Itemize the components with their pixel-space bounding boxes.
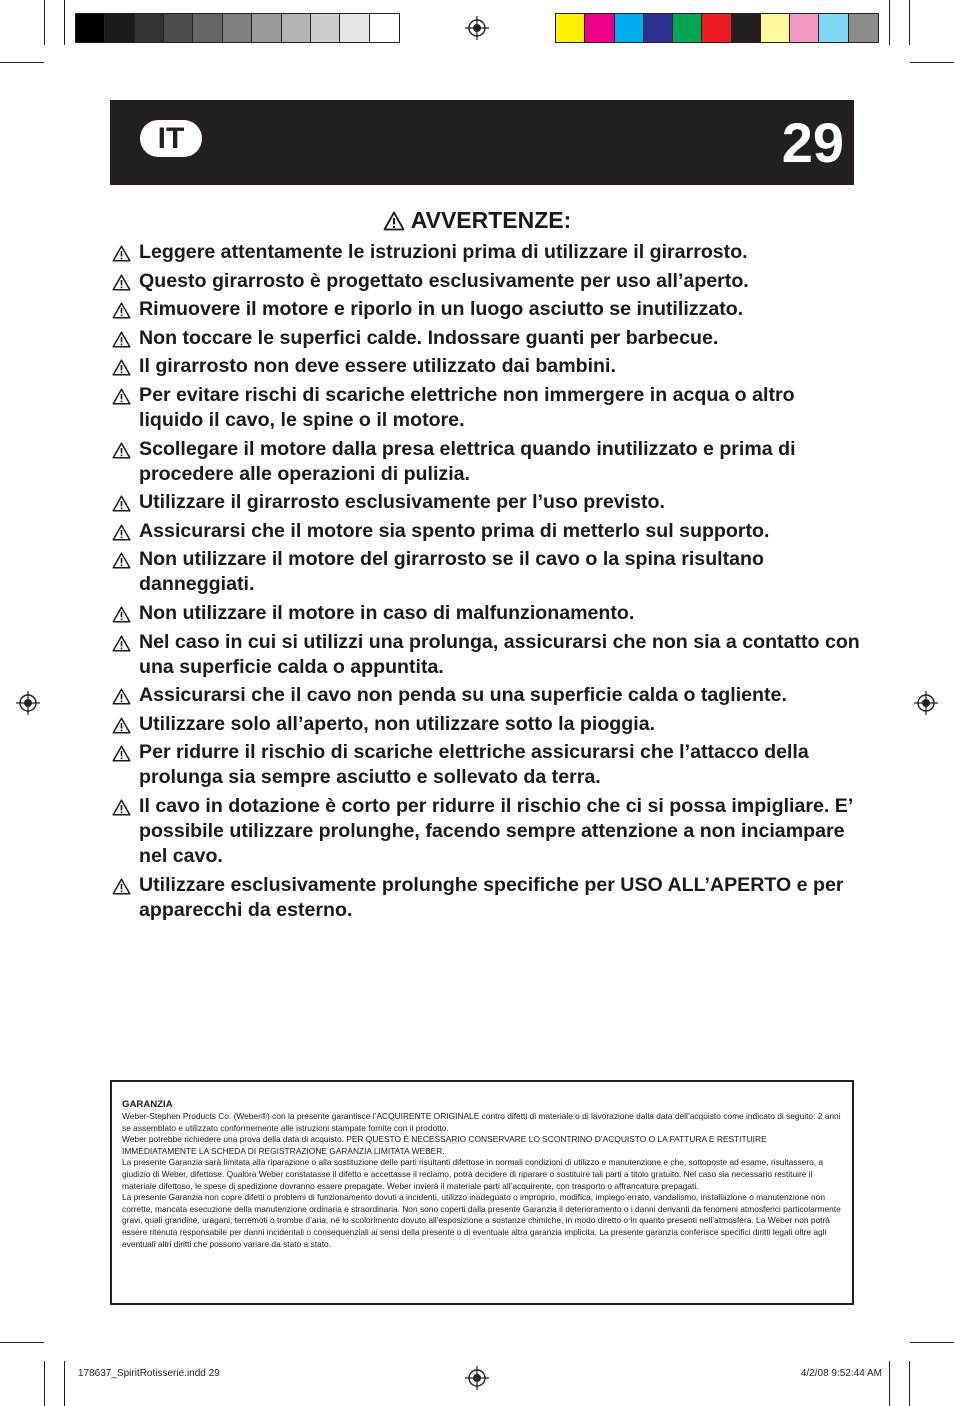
color-swatch [105, 14, 134, 42]
crop-mark [64, 1361, 65, 1406]
warning-text: Questo girarrosto è progettato esclusivamente per uso all’aperto. [139, 269, 749, 292]
footer-file-info: 178637_SpiritRotisserie.indd 29 [78, 1368, 220, 1379]
warning-text: Utilizzare solo all’aperto, non utilizzare sotto la pioggia. [139, 712, 656, 735]
warning-text: Il cavo in dotazione è corto per ridurre il rischio che ci si possa impigliare. E’ possibile utilizzare prolunghe, facendo sempre attenzione a non inciampare nel cavo. [139, 794, 853, 867]
warning-item [112, 873, 862, 923]
color-swatch [790, 14, 819, 42]
warning-item [112, 683, 862, 708]
warning-text: Non utilizzare il motore in caso di malfunzionamento. [139, 601, 635, 624]
warning-item [112, 354, 862, 379]
warning-triangle-icon [112, 635, 131, 652]
warning-text: Rimuovere il motore e riporlo in un luogo asciutto se inutilizzato. [139, 298, 744, 321]
page-header-band [110, 100, 854, 185]
crop-mark [0, 1342, 44, 1343]
warning-item [112, 630, 862, 680]
warning-text: Il girarrosto non deve essere utilizzato dai bambini. [139, 355, 616, 378]
warning-item [112, 740, 862, 790]
color-swatch [193, 14, 222, 42]
crop-mark [0, 62, 44, 63]
footer-timestamp: 4/2/08 9:52:44 AM [800, 1368, 882, 1379]
color-swatch [164, 14, 193, 42]
crop-mark [44, 1361, 45, 1406]
warning-text: Nel caso in cui si utilizzi una prolunga, assicurarsi che non sia a contatto con una superficie calda o appuntita. [139, 630, 860, 678]
warning-text: Scollegare il motore dalla presa elettrica quando inutilizzato e prima di procedere alle operazioni di pulizia. [139, 437, 796, 485]
warranty-title: GARANZIA [122, 1099, 173, 1110]
warning-triangle-icon [112, 245, 131, 262]
warning-triangle-icon [112, 799, 131, 816]
warranty-paragraph: La presente Garanzia sarà limitata alla riparazione o alla sostituzione delle parti risultanti difettose in normali condizioni di utilizzo e manutenzione e che, sottoposte ad esame, risultassero, a giudizio di Weber, difettose. Qualora Weber constatasse il difetto e accettasse il reclamo, potrà decidere di riparare o sostituire tali parti a titolo gratuito. Nel caso sia necessario restituire il materiale difettoso, le spese di spedizione dovranno essere prepagate. Weber invierà il materiale parti all’acquirente, con trasporto o affrancatura prepagati. [122, 1157, 824, 1191]
warning-text: Non utilizzare il motore del girarrosto se il cavo o la spina risultano danneggiati. [139, 548, 764, 596]
warning-item [112, 269, 862, 294]
color-swatch [732, 14, 761, 42]
registration-mark-icon [16, 691, 40, 715]
warning-item [112, 297, 862, 322]
registration-mark-icon [914, 691, 938, 715]
color-swatch [615, 14, 644, 42]
warning-triangle-icon [112, 717, 131, 734]
crop-mark [909, 1361, 910, 1406]
color-swatch [282, 14, 311, 42]
warning-triangle-icon [112, 878, 131, 895]
warning-text: Non toccare le superfici calde. Indossare guanti per barbecue. [139, 326, 719, 349]
color-swatch [644, 14, 673, 42]
registration-mark-icon [465, 1366, 489, 1390]
color-swatch [135, 14, 164, 42]
crop-mark [44, 0, 45, 45]
warning-triangle-icon [112, 359, 131, 376]
warning-text: Assicurarsi che il motore sia spento prima di metterlo sul supporto. [139, 519, 770, 542]
warning-item [112, 437, 862, 487]
color-swatch [556, 14, 585, 42]
warning-triangle-icon [112, 688, 131, 705]
warning-item [112, 519, 862, 544]
warnings-heading [0, 205, 954, 235]
warning-text: Per ridurre il rischio di scariche elettriche assicurarsi che l’attacco della prolunga sia sempre asciutto e sollevato da terra. [139, 741, 809, 789]
color-calibration-bar [555, 13, 879, 43]
warranty-paragraph: Weber potrebbe richiedere una prova della data di acquisto. PER QUESTO È NECESSARIO CONSERVARE LO SCONTRINO D’ACQUISTO O LA FATTURA E RESTITUIRE IMMEDIATAMENTE LA SCHEDA DI REGISTRAZIONE GARANZIA LIMITATA WEBER. [122, 1134, 767, 1156]
registration-mark-icon [465, 16, 489, 40]
warning-item [112, 601, 862, 626]
color-swatch [76, 14, 105, 42]
warning-triangle-icon [383, 211, 405, 231]
language-badge: IT [140, 120, 202, 157]
crop-mark [889, 0, 890, 45]
crop-mark [64, 0, 65, 45]
warning-item [112, 383, 862, 433]
warning-item [112, 490, 862, 515]
warning-triangle-icon [112, 331, 131, 348]
warning-triangle-icon [112, 552, 131, 569]
warning-item [112, 326, 862, 351]
warning-triangle-icon [112, 388, 131, 405]
crop-mark [909, 0, 910, 45]
color-swatch [223, 14, 252, 42]
warnings-title: AVVERTENZE: [410, 207, 572, 233]
warning-item [112, 712, 862, 737]
page-number: 29 [781, 111, 844, 174]
warning-item [112, 794, 862, 869]
color-swatch [819, 14, 848, 42]
color-swatch [761, 14, 790, 42]
crop-mark [910, 1342, 954, 1343]
color-swatch [585, 14, 614, 42]
warning-text: Per evitare rischi di scariche elettriche non immergere in acqua o altro liquido il cavo, le spine o il motore. [139, 383, 795, 431]
crop-mark [910, 62, 954, 63]
color-swatch [252, 14, 281, 42]
warning-item [112, 240, 862, 265]
warnings-list [112, 240, 862, 926]
color-swatch [673, 14, 702, 42]
color-swatch [702, 14, 731, 42]
warning-triangle-icon [112, 302, 131, 319]
warranty-paragraph: Weber-Stephen Products Co. (Weber®) con la presente garantisce l’ACQUIRENTE ORIGINALE contro difetti di materiale o di lavorazione dalla data dell’acquisto come indicato di seguito: 2 anni se assemblato e utilizzato conformemente alle istruzioni stampate fornite con il prodotto. [122, 1111, 841, 1133]
warning-triangle-icon [112, 495, 131, 512]
color-swatch [340, 14, 369, 42]
warning-triangle-icon [112, 442, 131, 459]
warning-triangle-icon [112, 745, 131, 762]
warning-text: Utilizzare esclusivamente prolunghe specifiche per USO ALL’APERTO e per apparecchi da esterno. [139, 873, 844, 921]
color-swatch [849, 14, 878, 42]
color-swatch [370, 14, 399, 42]
color-swatch [311, 14, 340, 42]
warranty-paragraph: La presente Garanzia non copre difetti o problemi di funzionamento dovuti a incidenti, utilizzo inadeguato o improprio, modifica, impiego errato, vandalismo, installazione o manutenzione non corrette, mancata esecuzione della manutenzione ordinaria e straordinaria. Non sono coperti dalla presente Garanzia il deterioramento o i danni derivanti da fenomeni atmosferici particolarmente gravi, quali grandine, uragani, terremoti o trombe d’aria, né lo scolorimento dovuto all’esposizione a sostanze chimiche, in modo diretto o in quanto presenti nell’atmosfera. La Weber non potrà essere ritenuta responsabile per danni incidentali o consequenziali ai sensi della presente o di eventuale altra garanzia implicita. La presente garanzia conferisce specifici diritti legali oltre agli eventuali altri diritti che possono variare da stato a stato. [122, 1192, 841, 1249]
warning-triangle-icon [112, 606, 131, 623]
warning-text: Leggere attentamente le istruzioni prima di utilizzare il girarrosto. [139, 241, 748, 263]
warning-text: Utilizzare il girarrosto esclusivamente per l’uso previsto. [139, 491, 665, 514]
warning-text: Assicurarsi che il cavo non penda su una superficie calda o tagliente. [139, 684, 787, 707]
warning-item [112, 547, 862, 597]
warranty-box [110, 1080, 854, 1305]
gray-calibration-bar [75, 13, 400, 43]
warning-triangle-icon [112, 274, 131, 291]
warning-triangle-icon [112, 524, 131, 541]
crop-mark [889, 1361, 890, 1406]
